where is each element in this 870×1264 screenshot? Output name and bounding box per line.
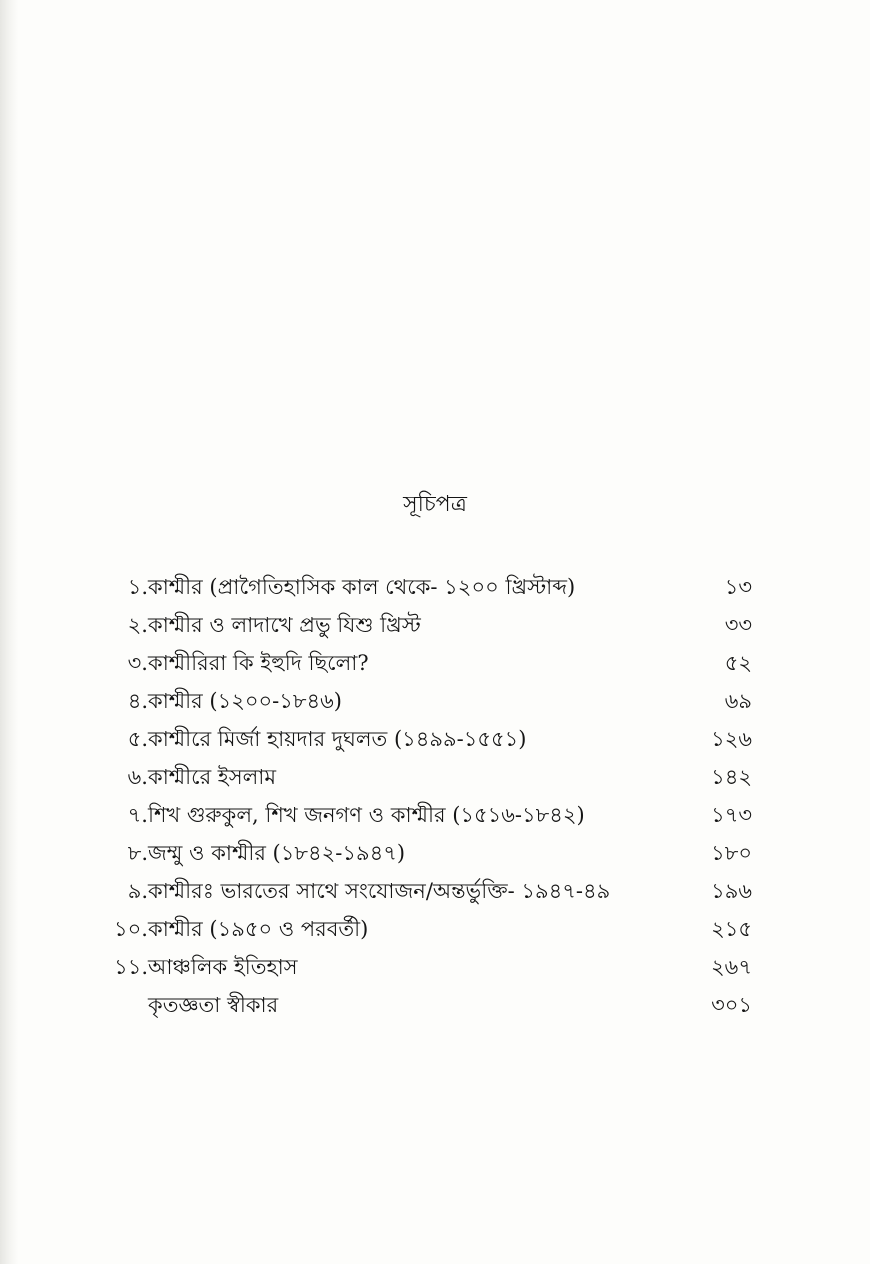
toc-entry-number: ১০.: [114, 917, 148, 941]
toc-entry-title: জম্মু ও কাশ্মীর (১৮৪২-১৯৪৭): [148, 841, 406, 865]
toc-entry: [0, 910, 870, 948]
toc-entry-number: ৮.: [127, 841, 148, 865]
toc-entry: [0, 796, 870, 834]
toc-entry-page: ৫২: [724, 651, 752, 675]
toc-entry-page: ১৭৩: [711, 803, 752, 827]
toc-entry-number: ৬.: [127, 765, 148, 789]
toc-entry-title: কাশ্মীর (১২০০-১৮৪৬): [148, 689, 342, 713]
toc-entry: [0, 720, 870, 758]
toc-entry: [0, 872, 870, 910]
toc-entry-number: ৫.: [127, 727, 148, 751]
toc-title: সূচিপত্র: [403, 492, 467, 517]
toc-entry: [0, 606, 870, 644]
toc-entry-page: ৩৩: [724, 613, 752, 637]
toc-entry-page: ১৮০: [711, 841, 752, 865]
toc-entry-number: ২.: [127, 613, 148, 637]
toc-entry-page: ১২৬: [711, 727, 752, 751]
toc-entry-title: কাশ্মীরে ইসলাম: [148, 765, 277, 789]
toc-entry: [0, 948, 870, 986]
toc-entry: [0, 682, 870, 720]
toc-entry: [0, 644, 870, 682]
toc-entry-title: কৃতজ্ঞতা স্বীকার: [148, 993, 279, 1017]
toc-entry-number: ১.: [127, 575, 148, 599]
toc-entry-title: আঞ্চলিক ইতিহাস: [148, 955, 298, 979]
toc-entry: [0, 758, 870, 796]
toc-entry-number: ৪.: [127, 689, 148, 713]
toc-entry-title: কাশ্মীরে মির্জা হায়দার দুঘলত (১৪৯৯-১৫৫১): [148, 727, 527, 751]
toc-entry: [0, 568, 870, 606]
toc-entry-title: শিখ গুরুকুল, শিখ জনগণ ও কাশ্মীর (১৫১৬-১৮৪২): [148, 803, 585, 827]
toc-list: [0, 568, 870, 1024]
toc-entry-title: কাশ্মীর ও লাদাখে প্রভু যিশু খ্রিস্ট: [148, 613, 421, 637]
toc-entry-page: ২১৫: [711, 917, 752, 941]
toc-entry: [0, 834, 870, 872]
toc-entry-title: কাশ্মীর (১৯৫০ ও পরবর্তী): [148, 917, 369, 941]
toc-entry-page: ১৩: [724, 575, 752, 599]
toc-entry-page: ১৯৬: [711, 879, 752, 903]
toc-entry-number: ৭.: [127, 803, 148, 827]
toc-entry-page: ২৬৭: [711, 955, 752, 979]
toc-entry-number: ১১.: [114, 955, 148, 979]
toc-entry-page: ১৪২: [711, 765, 752, 789]
toc-entry-acknowledgement: [0, 986, 870, 1024]
toc-entry-page: ৩০১: [711, 993, 752, 1017]
toc-entry-title: কাশ্মীর (প্রাগৈতিহাসিক কাল থেকে- ১২০০ খ্রিস্টাব্দ): [148, 575, 576, 599]
toc-entry-number: ৯.: [127, 879, 148, 903]
toc-entry-number: ৩.: [127, 651, 148, 675]
toc-entry-page: ৬৯: [724, 689, 752, 713]
toc-entry-title: কাশ্মীরঃ ভারতের সাথে সংযোজন/অন্তর্ভুক্তি- ১৯৪৭-৪৯: [148, 879, 611, 903]
toc-entry-title: কাশ্মীরিরা কি ইহুদি ছিলো?: [148, 651, 369, 675]
